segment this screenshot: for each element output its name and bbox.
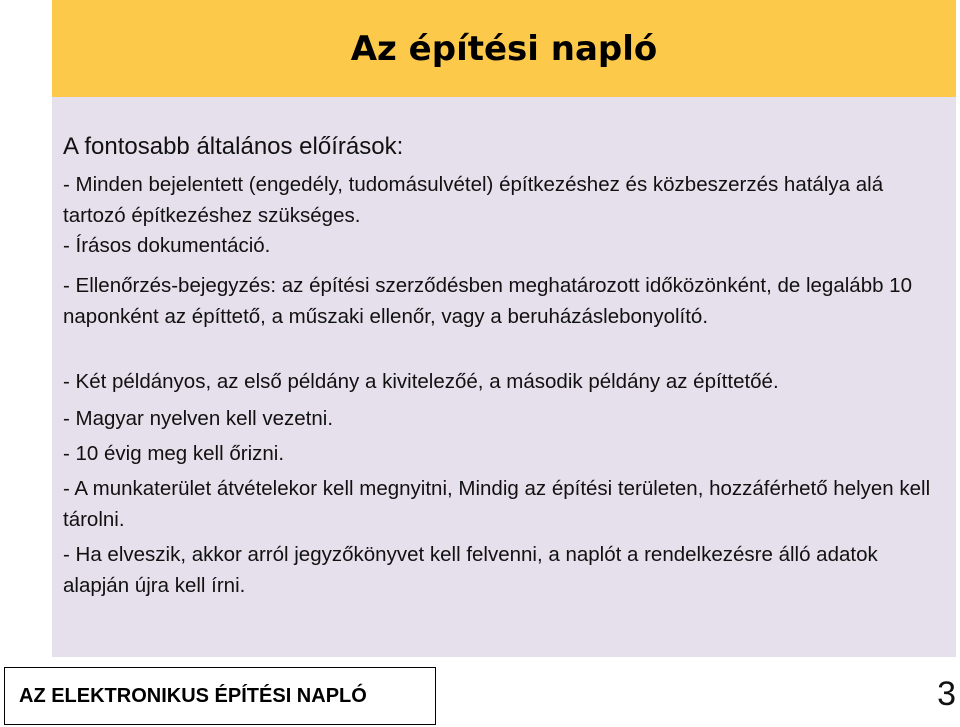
bullet-item: - A munkaterület átvételekor kell megnyitni, Mindig az építési területen, hozzáférhető helyen kell tárolni. [63,477,931,531]
bullet-item: - Magyar nyelven kell vezetni. [63,407,334,430]
bullet-item: - Írásos dokumentáció. [63,234,271,257]
bullet-item: - 10 évig meg kell őrizni. [63,442,285,465]
bullet-item: - Ha elveszik, akkor arról jegyzőkönyvet kell felvenni, a naplót a rendelkezésre álló adatok alapján újra kell írni. [63,543,878,597]
page-number: 3 [937,675,956,713]
bullet-item: - Minden bejelentett (engedély, tudomásulvétel) építkezéshez és közbeszerzés hatálya alá tartozó építkezéshez szükséges. [63,173,884,227]
slide-title: Az építési napló [52,0,956,97]
bullet-item: - Két példányos, az első példány a kivitelezőé, a második példány az építtetőé. [63,370,779,393]
bullet-item: - Ellenőrzés-bejegyzés: az építési szerződésben meghatározott időközönként, de legalább 10 naponként az építtető, a műszaki ellenőr, vagy a beruházáslebonyolító. [63,274,912,328]
footer-title: AZ ELEKTRONIKUS ÉPÍTÉSI NAPLÓ [4,667,436,725]
section-heading: A fontosabb általános előírások: [63,133,404,160]
